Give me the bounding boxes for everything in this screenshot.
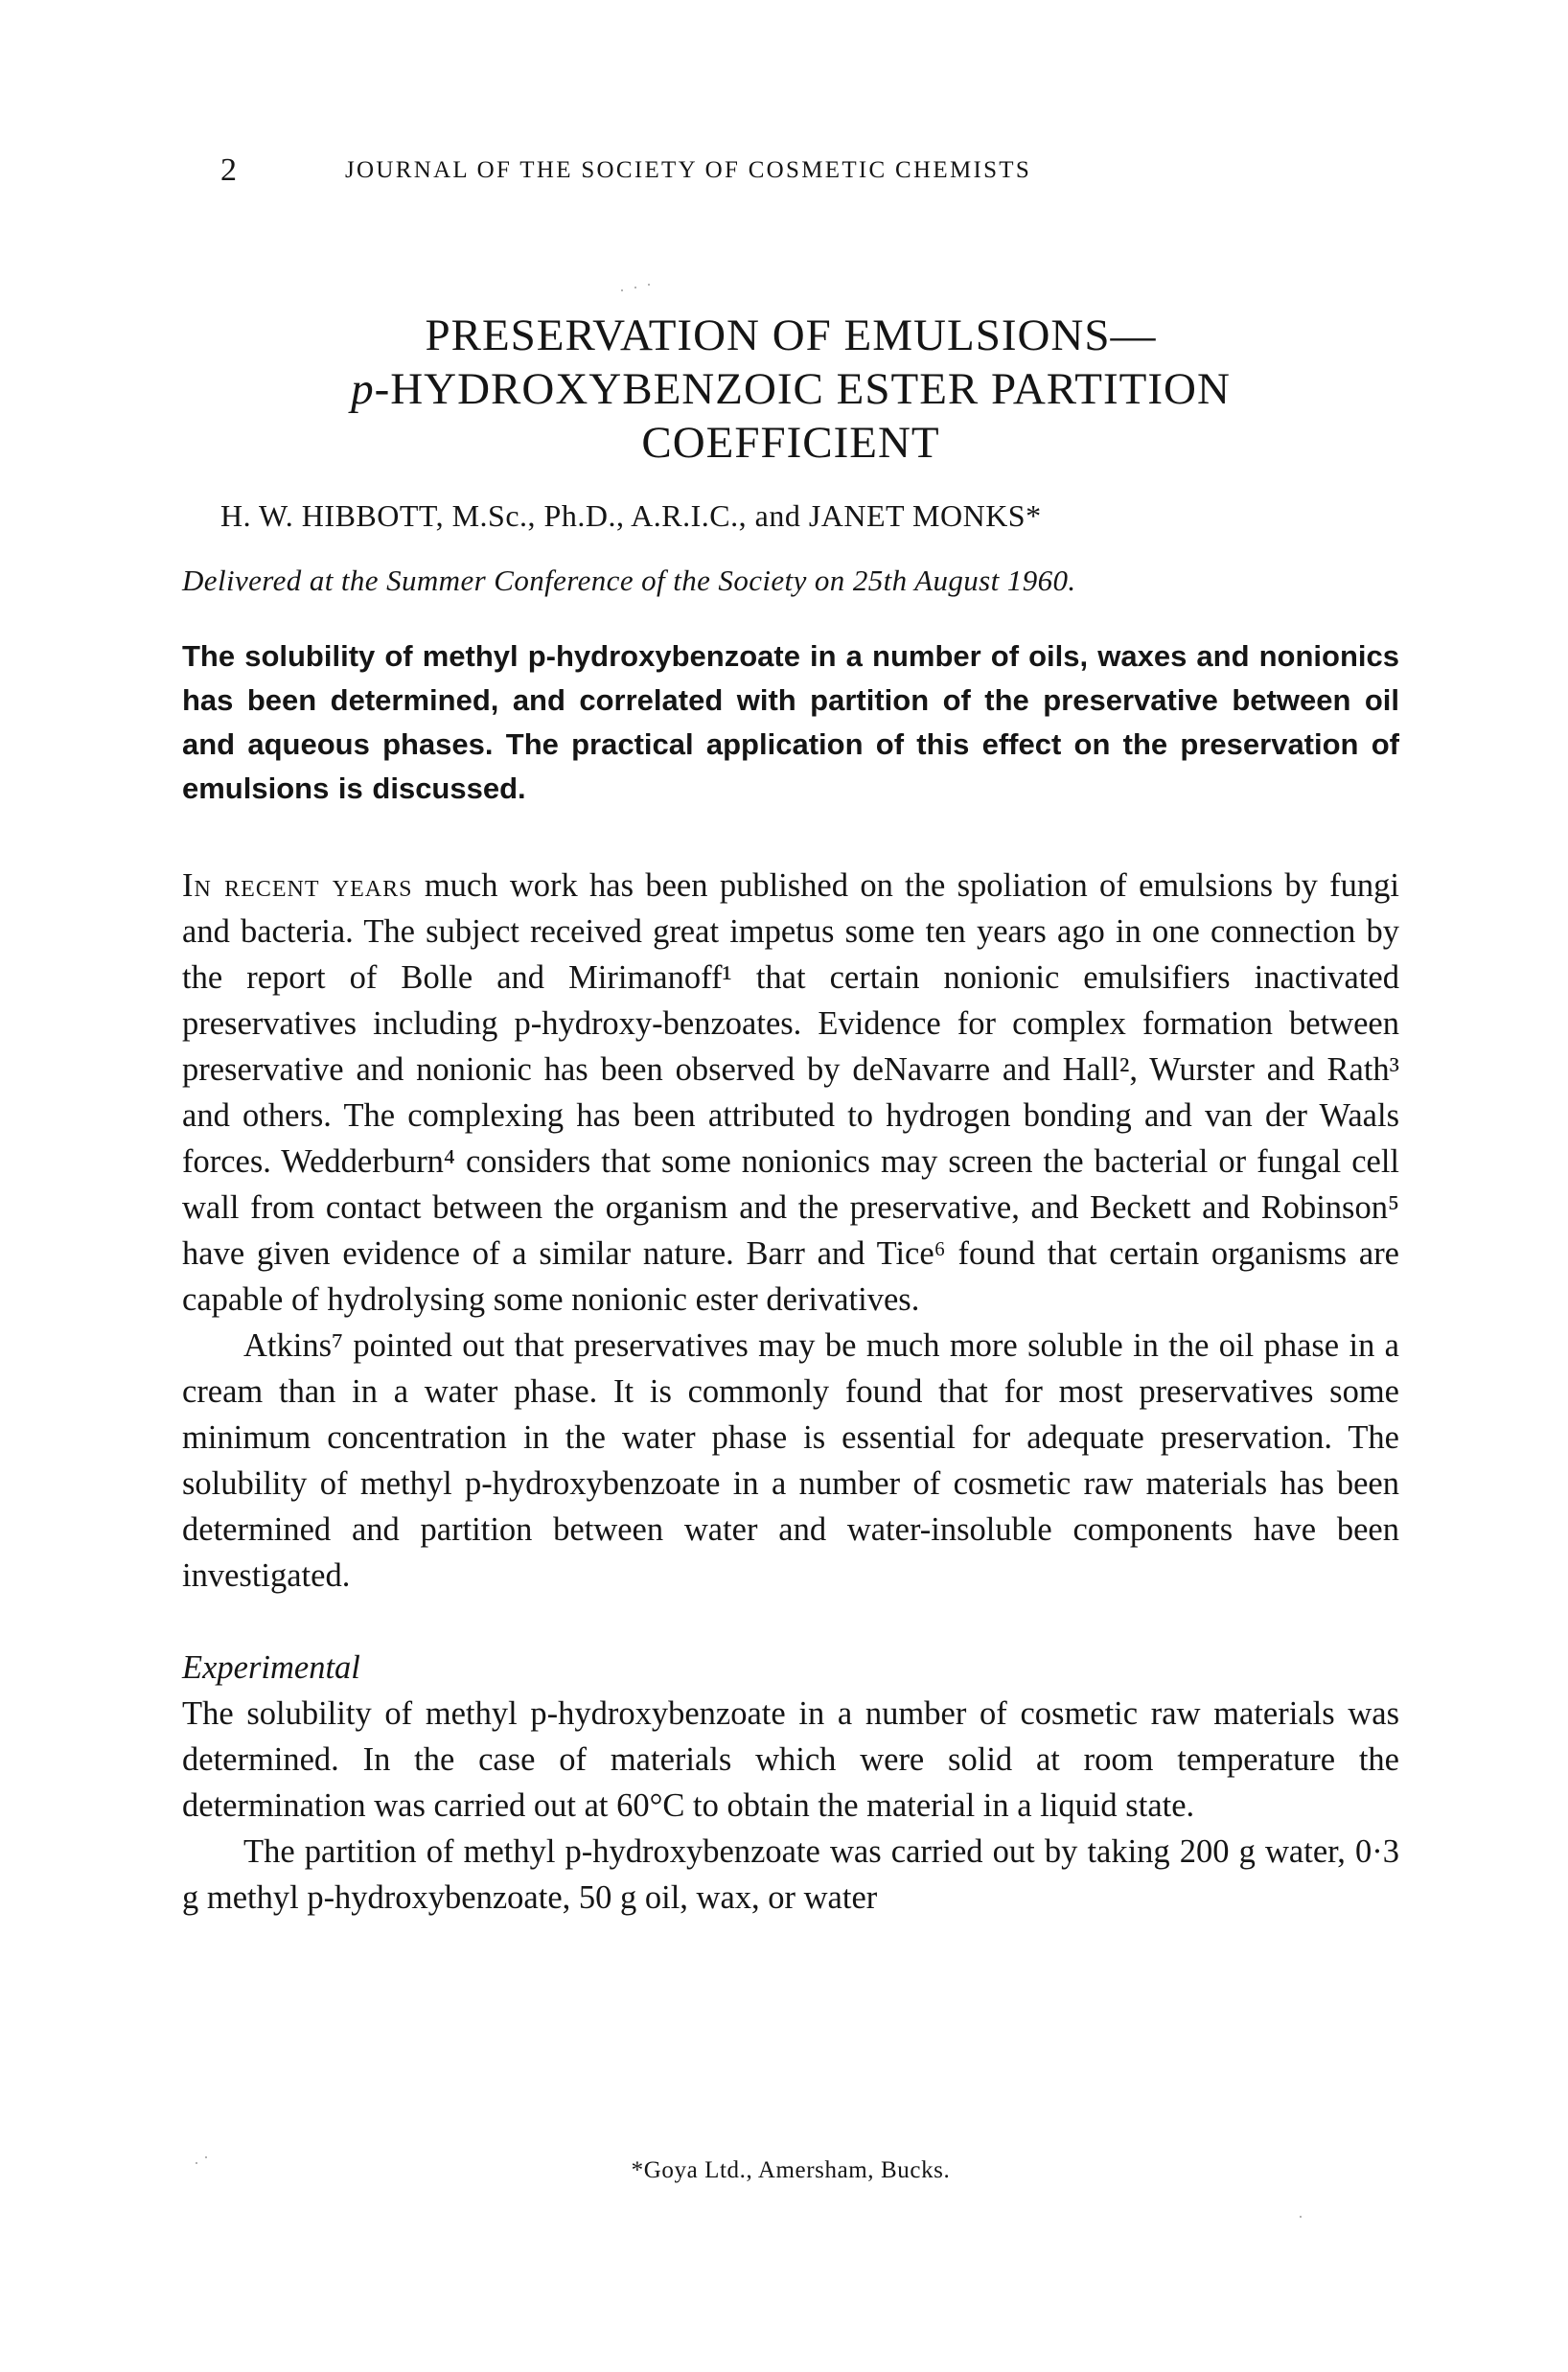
intro-paragraph-1-text: much work has been published on the spoliation of emulsions by fungi and bacteria. The subject received great impetus some ten years ago in one connection by the report of Bolle and Mirimanoff¹ that certain nonionic emulsifiers inactivated preservatives including p-hydroxy-benzoates. Evidence for complex formation between preservative and nonionic has been observed by deNavarre and Hall², Wurster and Rath³ and others. The complexing has been attributed to hydrogen bonding and van der Waals forces. Wedderburn⁴ considers that some nonionics may screen the bacterial or fungal cell wall from contact between the organism and the preservative, and Beckett and Robinson⁵ have given evidence of a similar nature. Barr and Tice⁶ found that certain organisms are capable of hydrolysing some nonionic ester derivatives. [182, 867, 1400, 1318]
experimental-paragraph-2: The partition of methyl p-hydroxybenzoate was carried out by taking 200 g water, 0·3 g methyl p-hydroxybenzoate, 50 g oil, wax, or water [182, 1833, 1399, 1916]
affiliation-footnote: *Goya Ltd., Amersham, Bucks. [631, 2157, 951, 2183]
article-body [182, 863, 1399, 1921]
scan-speck [621, 289, 623, 291]
title-line-2-text: -HYDROXYBENZOIC ESTER PARTITION [374, 364, 1231, 414]
title-line-1: PRESERVATION OF EMULSIONS— [425, 311, 1157, 360]
title-line-3: COEFFICIENT [641, 418, 940, 468]
section-heading-experimental: Experimental [182, 1649, 360, 1686]
journal-title: JOURNAL OF THE SOCIETY OF COSMETIC CHEMISTS [345, 157, 1032, 183]
article-title [182, 309, 1399, 470]
title-line-2 [182, 362, 1399, 416]
scan-speck [1300, 2216, 1302, 2218]
scan-speck [205, 2156, 207, 2158]
scan-speck [648, 284, 650, 286]
lead-in-caps: In recent years [182, 867, 413, 904]
intro-paragraph-1 [182, 863, 1399, 1323]
scan-speck [634, 287, 636, 288]
abstract: The solubility of methyl p-hydroxybenzoate in a number of oils, waxes and nonionics has been determined, and correlated with partition of the preservative between oil and aqueous phases. The practical application of this effect on the preservation of emulsions is discussed. [182, 639, 1399, 805]
author-line: H. W. HIBBOTT, M.Sc., Ph.D., A.R.I.C., and JANET MONKS* [220, 498, 1042, 533]
running-head [182, 151, 1399, 190]
intro-paragraph-2: Atkins⁷ pointed out that preservatives may be much more soluble in the oil phase in a cream than in a water phase. It is commonly found that for most preservatives some minimum concentration in the water phase is essential for adequate preservation. The solubility of methyl p-hydroxybenzoate in a number of cosmetic raw materials has been determined and partition between water and water-insoluble components have been investigated. [182, 1327, 1399, 1594]
experimental-paragraph-1: The solubility of methyl p-hydroxybenzoate in a number of cosmetic raw materials was determined. In the case of materials which were solid at room temperature the determination was carried out at 60°C to obtain the material in a liquid state. [182, 1695, 1399, 1824]
scan-speck [196, 2162, 197, 2164]
title-para-prefix: p [351, 364, 375, 414]
page-number: 2 [220, 152, 237, 188]
delivery-note: Delivered at the Summer Conference of the Society on 25th August 1960. [182, 564, 1076, 597]
